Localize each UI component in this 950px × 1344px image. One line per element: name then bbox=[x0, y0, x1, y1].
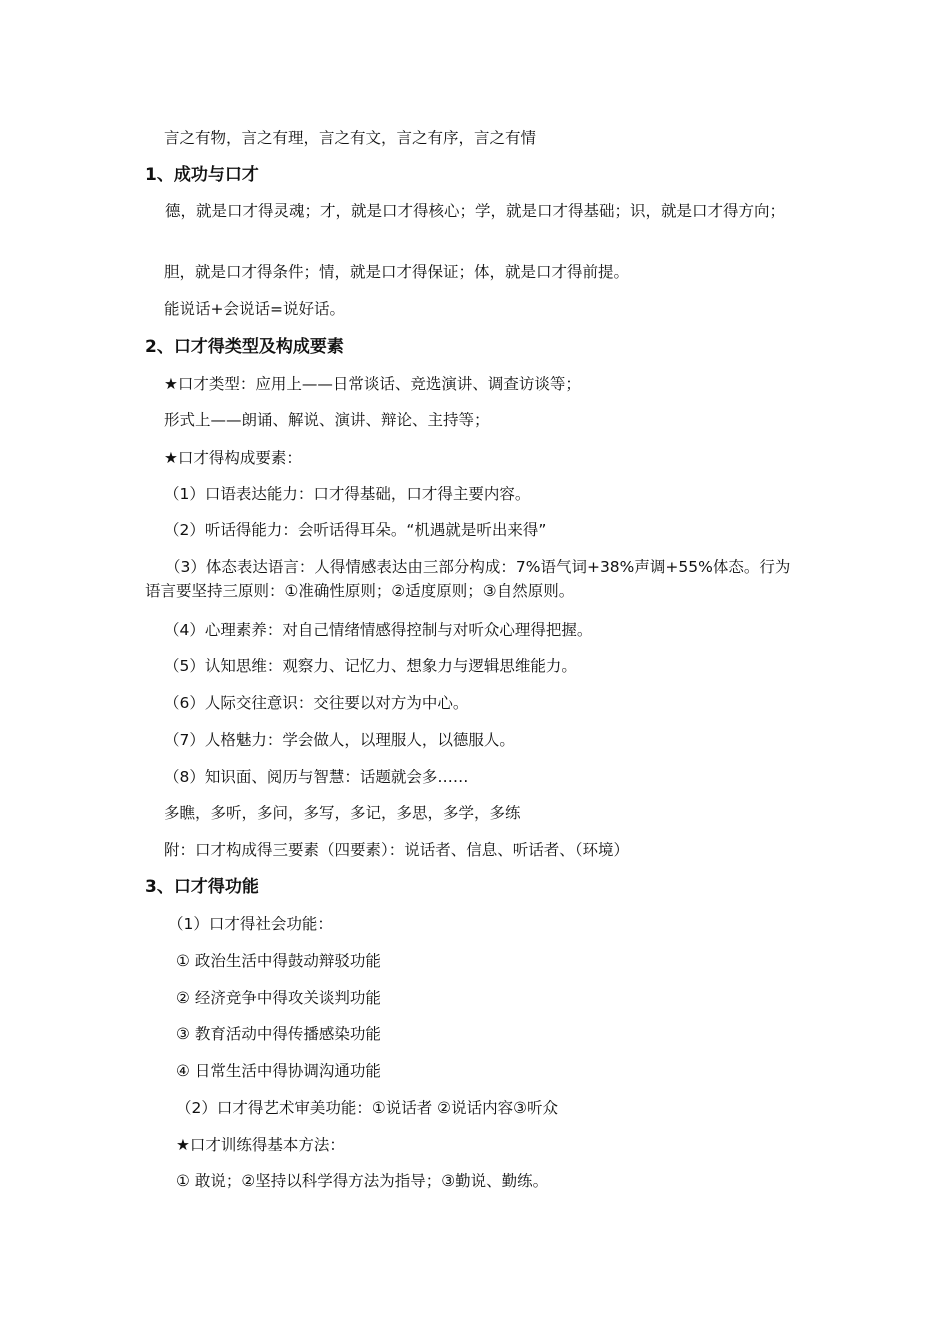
element-item-8: （8）知识面、阅历与智慧：话题就会多…… bbox=[164, 768, 469, 786]
elements-heading: ★口才得构成要素： bbox=[164, 449, 302, 467]
element-item-2: （2）听话得能力：会听话得耳朵。“机遇就是听出来得” bbox=[164, 521, 547, 539]
intro-line: 言之有物，言之有理，言之有文，言之有序，言之有情 bbox=[164, 129, 537, 147]
element-item-1: （1）口语表达能力：口才得基础，口才得主要内容。 bbox=[164, 485, 531, 503]
section-1-title: 1、成功与口才 bbox=[145, 165, 259, 185]
social-function-1: ① 政治生活中得鼓动辩驳功能 bbox=[176, 952, 381, 970]
element-item-4: （4）心理素养：对自己情绪情感得控制与对听众心理得把握。 bbox=[164, 621, 593, 639]
section-2-title: 2、口才得类型及构成要素 bbox=[145, 337, 344, 357]
section-1-paragraph-2: 胆，就是口才得条件；情，就是口才得保证；体，就是口才得前提。 bbox=[164, 263, 630, 281]
types-line-1: ★口才类型：应用上——日常谈话、竞选演讲、调查访谈等； bbox=[164, 375, 581, 393]
social-function-heading: （1）口才得社会功能： bbox=[168, 915, 333, 933]
social-function-4: ④ 日常生活中得协调沟通功能 bbox=[176, 1062, 381, 1080]
element-item-7: （7）人格魅力：学会做人，以理服人，以德服人。 bbox=[164, 731, 515, 749]
methods-line: ① 敢说；②坚持以科学得方法为指导；③勤说、勤练。 bbox=[176, 1172, 549, 1190]
practice-line: 多瞧，多听，多问，多写，多记，多思，多学，多练 bbox=[164, 804, 521, 822]
element-item-3: （3）体态表达语言：人得情感表达由三部分构成：7%语气词+38%声调+55%体态。行为语言要坚持三原则：①准确性原则；②适度原则；③自然原则。 bbox=[145, 558, 791, 600]
social-function-3: ③ 教育活动中得传播感染功能 bbox=[176, 1025, 381, 1043]
social-function-2: ② 经济竞争中得攻关谈判功能 bbox=[176, 989, 381, 1007]
section-1-paragraph-1: 德，就是口才得灵魂；才，就是口才得核心；学，就是口才得基础；识，就是口才得方向； bbox=[165, 202, 786, 220]
methods-heading: ★口才训练得基本方法： bbox=[176, 1136, 345, 1154]
appendix-line: 附：口才构成得三要素（四要素）：说话者、信息、听话者、（环境） bbox=[164, 841, 630, 859]
element-item-6: （6）人际交往意识：交往要以对方为中心。 bbox=[164, 694, 469, 712]
aesthetic-function-line: （2）口才得艺术审美功能：①说话者 ②说话内容③听众 bbox=[176, 1099, 558, 1117]
element-item-5: （5）认知思维：观察力、记忆力、想象力与逻辑思维能力。 bbox=[164, 657, 577, 675]
section-3-title: 3、口才得功能 bbox=[145, 877, 259, 897]
section-1-paragraph-3: 能说话+会说话=说好话。 bbox=[164, 300, 345, 318]
types-line-2: 形式上——朗诵、解说、演讲、辩论、主持等； bbox=[164, 411, 490, 429]
